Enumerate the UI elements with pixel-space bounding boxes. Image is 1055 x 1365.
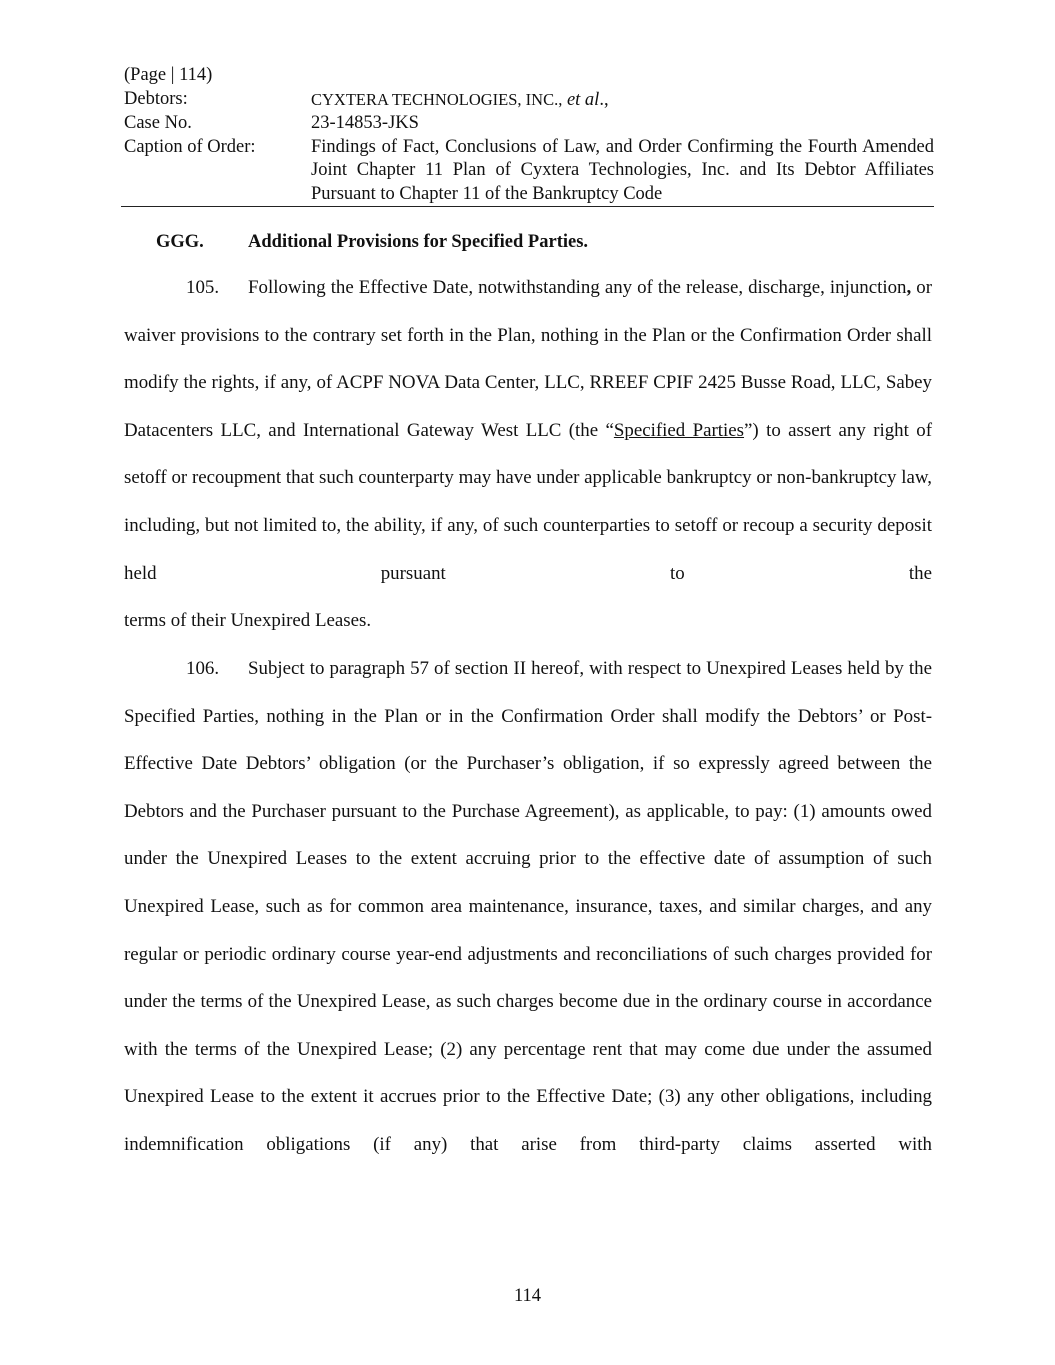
- case-label: Case No.: [124, 113, 192, 134]
- paragraph-number: 105.: [186, 277, 220, 298]
- paragraph-105: [124, 264, 932, 645]
- debtors-name: CYXTERA TECHNOLOGIES, INC.,: [311, 89, 563, 109]
- paragraph-text: ”) to assert any right of setoff or recoupment that such counterparty may have under applicable bankruptcy or non-bankruptcy law, including, but not limited to, the ability, if any, of such counterparties to setoff or recoup a security deposit held pursuant to the: [124, 419, 932, 584]
- debtors-row: [124, 88, 934, 113]
- debtors-value: [311, 88, 934, 113]
- paragraph-text: or waiver provisions to the contrary set forth in the Plan, nothing in the Plan or the Confirmation Order shall modify the rights, if any, of ACPF NOVA Data Center, LLC, RREEF CPIF 2425 Busse Road, LLC, Sabey Datacenters LLC, and International Gateway West LLC (the “: [124, 277, 932, 441]
- page-header: [124, 64, 934, 207]
- caption-text: Findings of Fact, Conclusions of Law, and Order Confirming the Fourth Amended Joint Chapter 11 Plan of Cyxtera Technologies, Inc. and Its Debtor Affiliates Pursuant to Chapter 11 of the Bankruptcy Code: [311, 136, 934, 204]
- defined-term-specified-parties: Specified Parties: [613, 419, 745, 441]
- section-title: Additional Provisions for Specified Parties.: [248, 232, 589, 252]
- section-number: GGG.: [156, 232, 204, 252]
- debtors-tail: .,: [599, 89, 609, 110]
- caption-row: [124, 136, 934, 207]
- page-number: 114: [513, 1286, 542, 1306]
- page-indicator: (Page | 114): [124, 65, 213, 85]
- case-row: [124, 112, 934, 136]
- header-divider: [121, 206, 934, 207]
- debtors-label: Debtors:: [124, 88, 188, 109]
- bold-comma: ,: [906, 277, 912, 298]
- paragraph-text: Following the Effective Date, notwithstanding any of the release, discharge, injunction: [248, 277, 907, 298]
- paragraph-number: 106.: [186, 658, 220, 679]
- debtors-etal: et al: [566, 89, 600, 110]
- caption-label: Caption of Order:: [124, 136, 256, 157]
- case-number: 23-14853-JKS: [311, 113, 419, 134]
- paragraph-106: [124, 645, 932, 1169]
- paragraph-last-line: terms of their Unexpired Leases.: [124, 610, 372, 632]
- paragraph-text: Subject to paragraph 57 of section II hereof, with respect to Unexpired Leases held by the Specified Parties, nothing in the Plan or in the Confirmation Order shall modify the Debtors’ or Post-Effective Date Debtors’ obligation (or the Purchaser’s obligation, if so expressly agreed between the Debtors and the Purchaser pursuant to the Purchase Agreement), as applicable, to pay: (1) amounts owed under the Unexpired Leases to the extent accruing prior to the effective date of assumption of such Unexpired Lease, such as for common area maintenance, insurance, taxes, and similar charges, and any regular or periodic ordinary course year-end adjustments and reconciliations of such charges provided for under the terms of the Unexpired Lease, as such charges become due in the ordinary course in accordance with the terms of the Unexpired Lease; (2) any percentage rent that may come due under the assumed Unexpired Lease to the extent it accrues prior to the Effective Date; (3) any other obligations, including indemnification obligations (if any) that arise from third-party claims asserted with: [124, 658, 932, 1155]
- section-heading: [156, 232, 588, 253]
